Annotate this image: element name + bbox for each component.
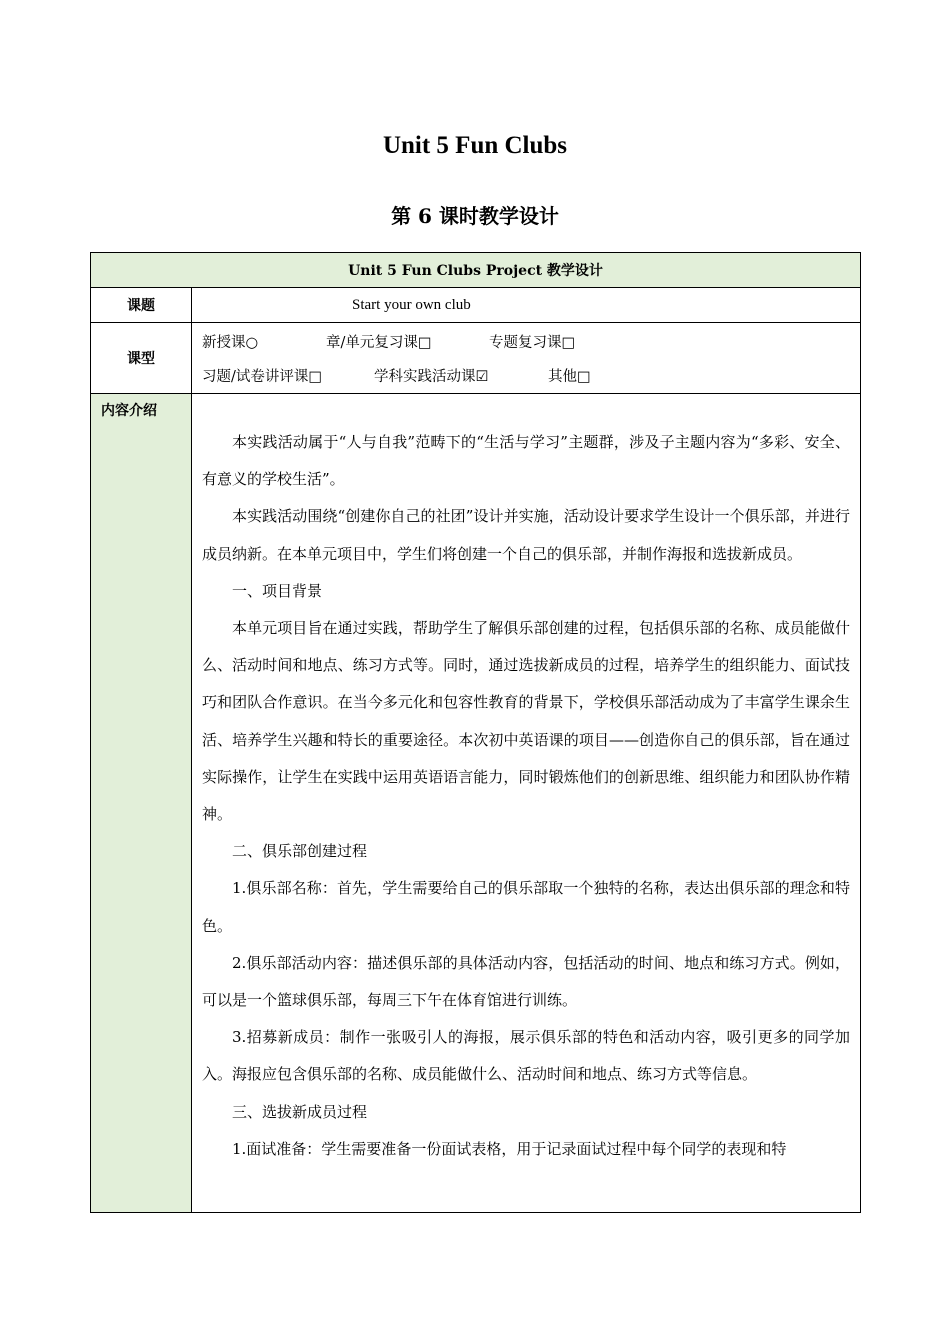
content-paragraph: 本实践活动围绕“创建你自己的社团”设计并实施，活动设计要求学生设计一个俱乐部，并进行成员纳新。在本单元项目中，学生们将创建一个自己的俱乐部，并制作海报和选拔新成员。 — [202, 507, 851, 563]
content-paragraph: 1.俱乐部名称：首先，学生需要给自己的俱乐部取一个独特的名称，表达出俱乐部的理念和特色。 — [202, 879, 851, 935]
topic-cell — [192, 288, 861, 323]
document-title: Unit 5 Fun Clubs — [382, 132, 568, 159]
lesson-design-table — [90, 252, 861, 1213]
type-row-2 — [202, 358, 860, 392]
type-row-1 — [202, 324, 860, 358]
content-label: 内容介绍 — [91, 394, 192, 1213]
type-option: 习题/试卷讲评课□ — [202, 368, 323, 385]
document-subtitle: 第 6 课时教学设计 — [391, 204, 559, 228]
topic-label: 课题 — [91, 288, 192, 323]
section-heading: 三、选拔新成员过程 — [232, 1102, 368, 1121]
type-option: 其他□ — [548, 368, 591, 385]
content-paragraph: 本单元项目旨在通过实践，帮助学生了解俱乐部创建的过程，包括俱乐部的名称、成员能做什么、活动时间和地点、练习方式等。同时，通过选拔新成员的过程，培养学生的组织能力、面试技巧和团队合作意识。在当今多元化和包容性教育的背景下，学校俱乐部活动成为了丰富学生课余生活、培养学生兴趣和特长的重要途径。本次初中英语课的项目——创造你自己的俱乐部，旨在通过实际操作，让学生在实践中运用英语语言能力，同时锻炼他们的创新思维、组织能力和团队协作精神。 — [202, 619, 851, 824]
section-heading: 一、项目背景 — [232, 581, 323, 600]
type-option: 专题复习课□ — [489, 334, 576, 351]
type-option: 新授课○ — [202, 334, 259, 351]
section-heading: 二、俱乐部创建过程 — [232, 842, 368, 861]
type-cell — [192, 323, 861, 394]
content-paragraph: 本实践活动属于“人与自我”范畴下的“生活与学习”主题群，涉及子主题内容为“多彩、安全、有意义的学校生活”。 — [202, 433, 851, 489]
type-option: 章/单元复习课□ — [326, 334, 432, 351]
content-paragraph: 3.招募新成员：制作一张吸引人的海报，展示俱乐部的特色和活动内容，吸引更多的同学加入。海报应包含俱乐部的名称、成员能做什么、活动时间和地点、练习方式等信息。 — [202, 1028, 851, 1084]
content-paragraph: 1.面试准备：学生需要准备一份面试表格，用于记录面试过程中每个同学的表现和特 — [232, 1139, 787, 1158]
content-cell — [192, 394, 861, 1213]
content-paragraph: 2.俱乐部活动内容：描述俱乐部的具体活动内容，包括活动的时间、地点和练习方式。例如，可以是一个篮球俱乐部，每周三下午在体育馆进行训练。 — [202, 953, 851, 1010]
table-header: Unit 5 Fun Clubs Project 教学设计 — [91, 253, 861, 288]
topic-value: Start your own club — [352, 296, 471, 313]
type-label: 课型 — [91, 323, 192, 394]
type-option: 学科实践活动课☑ — [374, 368, 489, 385]
